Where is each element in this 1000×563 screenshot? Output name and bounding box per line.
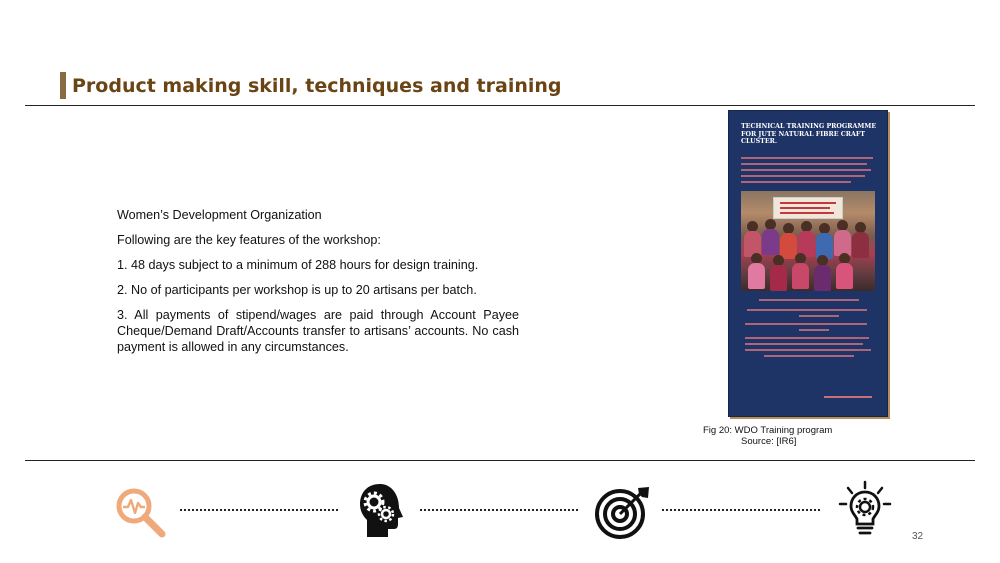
lightbulb-gear-icon xyxy=(836,480,894,542)
analysis-magnifier-icon xyxy=(112,484,170,542)
intro-text: Following are the key features of the workshop: xyxy=(117,233,381,247)
connector-dots-3 xyxy=(662,509,820,511)
connector-dots-2 xyxy=(420,509,578,511)
caption-source: Source: [IR6] xyxy=(741,436,797,447)
figure-caption xyxy=(703,425,832,447)
point-1: 1. 48 days subject to a minimum of 288 hours for design training. xyxy=(117,258,479,272)
poster-heading: TECHNICAL TRAINING PROGRAMME FOR JUTE NATURAL FIBRE CRAFT CLUSTER. xyxy=(741,123,877,145)
organization-name: Women’s Development Organization xyxy=(117,208,322,222)
title-accent-bar xyxy=(60,72,66,99)
bottom-divider xyxy=(25,460,975,461)
page-number: 32 xyxy=(912,531,924,542)
photo-banner xyxy=(773,197,843,219)
body-text xyxy=(117,207,519,364)
target-icon xyxy=(594,484,652,540)
training-poster-image xyxy=(728,110,888,417)
group-photo xyxy=(741,191,875,291)
connector-dots-1 xyxy=(180,509,338,511)
point-2: 2. No of participants per workshop is up to 20 artisans per batch. xyxy=(117,283,477,297)
head-gears-icon xyxy=(358,482,406,540)
point-3: 3. All payments of stipend/wages are paid through Account Payee Cheque/Demand Draft/Accounts transfer to artisans’ accounts. No cash payment is allowed in any circumstances. xyxy=(117,308,519,354)
caption-title: Fig 20: WDO Training program xyxy=(703,425,833,436)
top-divider xyxy=(25,105,975,106)
slide-title: Product making skill, techniques and training xyxy=(72,75,562,97)
